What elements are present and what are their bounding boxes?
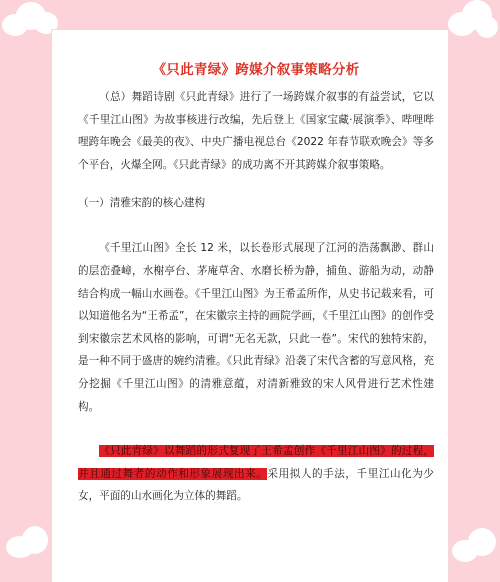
document-title: 《只此青绿》跨媒介叙事策略分析 xyxy=(152,62,360,78)
body-paragraph-1: 《千里江山图》全长 12 米，以长卷形式展现了江河的浩荡飘渺、群山的层峦叠嶂，水榭亭台、茅庵草舍、水磨长桥为静，捕鱼、游船为动，动静结合构成一幅山水画卷。《千里江山图》为王希孟所作，从史书记载来看，可以知道他名为“王希孟”，在宋徽宗主持的画院学画，《千里江山图》的创作受到宋徽宗艺术风格的影响，可谓“无名无款，只此一卷”。宋代的独特宋韵，是一种不同于盛唐的婉约清雅。《只此青绿》沿袭了宋代含蓄的写意风格，充分挖掘《千里江山图》的清雅意蕴，对清新雅致的宋人风骨进行艺术性建构。 xyxy=(78,242,434,413)
paragraph-text: 采用拟人的手法，千里江山化为少女，平面的山水画化为立体的舞蹈。 xyxy=(78,467,435,503)
intro-paragraph: （总）舞蹈诗剧《只此青绿》进行了一场跨媒介叙事的有益尝试，它以《千里江山图》为故事核进行改编，先后登上《国家宝藏·展演季》、哔哩哔哩跨年晚会《最美的夜》、中央广播电视总台《2022 年春节联欢晚会》等多个平台，火爆全网。《只此青绿》的成功离不开其跨媒介叙事策略。 xyxy=(78,91,434,171)
decorative-cloud xyxy=(468,528,496,556)
section-heading: （一）清雅宋韵的核心建构 xyxy=(78,197,206,210)
body-paragraph-2 xyxy=(78,440,434,508)
decorative-cloud xyxy=(22,526,48,554)
decorative-cloud xyxy=(476,16,498,38)
highlighted-text: 《只此青绿》以舞蹈的形式复现了王希孟创作《千里江山图》的过程，并且通过舞者的动作和形象展现出来。 xyxy=(78,445,434,480)
document-page xyxy=(52,30,448,582)
